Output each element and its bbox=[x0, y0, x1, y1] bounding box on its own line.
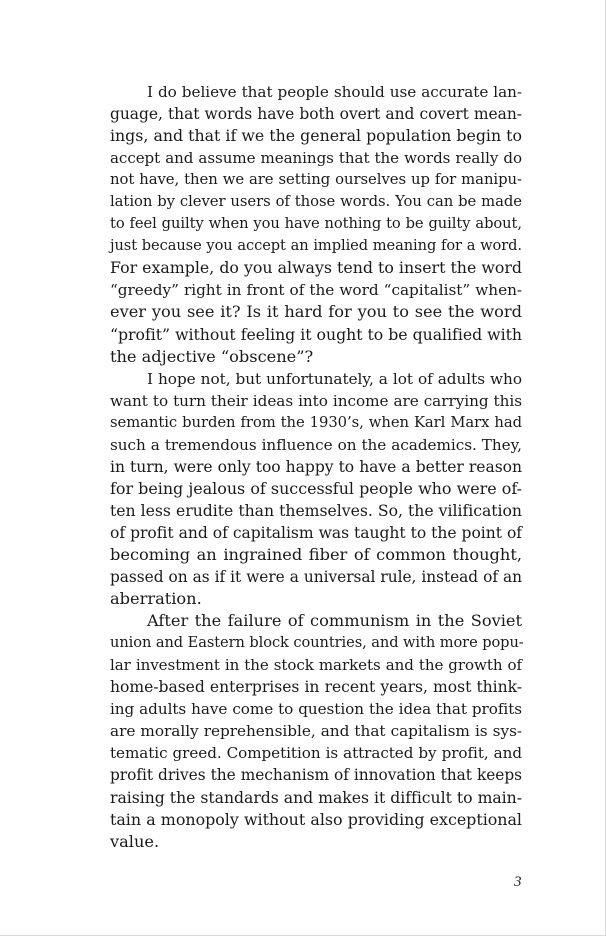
text-line: I hope not, but unfortunately, a lot of adults who bbox=[147, 369, 522, 388]
text-line: just because you accept an implied meaning for a word. bbox=[110, 237, 522, 255]
text-line: union and Eastern block countries, and with more popu- bbox=[110, 634, 524, 652]
text-line: the adjective “obscene”? bbox=[110, 346, 314, 366]
text-line: to feel guilty when you have nothing to be guilty about, bbox=[110, 215, 522, 233]
text-line: for being jealous of successful people who were of- bbox=[110, 478, 522, 498]
paragraph-2 bbox=[110, 368, 522, 611]
text-line: in turn, were only too happy to have a better reason bbox=[110, 457, 522, 476]
text-line: I do believe that people should use accurate lan- bbox=[147, 83, 522, 101]
text-line: profit drives the mechanism of innovation that keeps bbox=[110, 766, 522, 785]
text-line: ten less erudite than themselves. So, the vilification bbox=[110, 500, 522, 520]
text-line: “greedy” right in front of the word “capitalist” when- bbox=[110, 281, 522, 300]
body-text bbox=[110, 81, 522, 853]
text-line: lation by clever users of those words. You can be made bbox=[110, 193, 522, 211]
text-line: For example, do you always tend to insert the word bbox=[110, 258, 522, 278]
text-line: lar investment in the stock markets and the growth of bbox=[110, 656, 522, 675]
text-line: ing adults have come to question the idea that profits bbox=[110, 700, 522, 719]
text-line: passed on as if it were a universal rule, instead of an bbox=[110, 568, 522, 587]
text-line: tain a monopoly without also providing exceptional bbox=[110, 809, 522, 829]
text-line: raising the standards and makes it difficult to main- bbox=[110, 787, 522, 807]
text-line: semantic burden from the 1930’s, when Karl Marx had bbox=[110, 413, 522, 431]
text-line: value. bbox=[110, 831, 160, 851]
text-line: ever you see it? Is it hard for you to see the word bbox=[110, 302, 522, 322]
text-line: guage, that words have both overt and covert mean- bbox=[110, 105, 522, 124]
text-line: tematic greed. Competition is attracted by profit, and bbox=[110, 744, 522, 763]
text-line: want to turn their ideas into income are carrying this bbox=[110, 391, 522, 410]
text-line: aberration. bbox=[110, 589, 202, 609]
text-line: not have, then we are setting ourselves up for manipu- bbox=[110, 171, 522, 189]
text-line: “profit” without feeling it ought to be qualified with bbox=[110, 324, 522, 344]
text-line: accept and assume meanings that the words really do bbox=[110, 149, 522, 168]
text-line: becoming an ingrained fiber of common thought, bbox=[110, 544, 522, 564]
paragraph-3 bbox=[110, 610, 522, 853]
text-line: ings, and that if we the general population begin to bbox=[110, 126, 522, 146]
paragraph-1 bbox=[110, 81, 522, 368]
text-line: home-based enterprises in recent years, most think- bbox=[110, 678, 522, 697]
text-line: are morally reprehensible, and that capitalism is sys- bbox=[110, 722, 522, 741]
text-line: of profit and of capitalism was taught to the point of bbox=[110, 523, 522, 542]
text-line: such a tremendous influence on the academics. They, bbox=[110, 435, 522, 454]
text-line: After the failure of communism in the Soviet bbox=[147, 611, 522, 631]
page-number: 3 bbox=[514, 874, 522, 890]
